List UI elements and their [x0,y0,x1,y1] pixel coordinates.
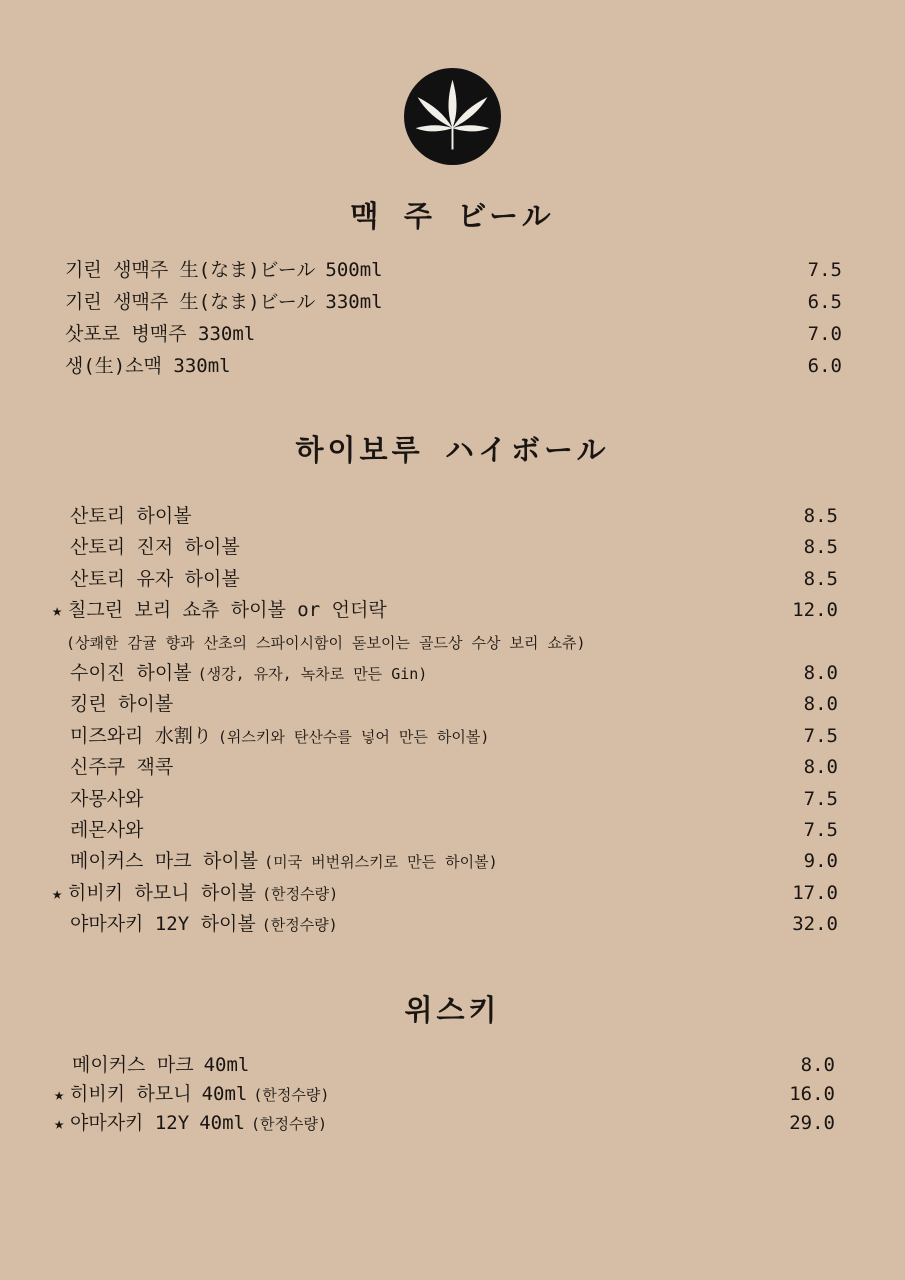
item-price: 6.5 [807,291,842,313]
menu-item [70,689,173,719]
item-name: 레몬사와 [70,819,144,841]
item-name: 산토리 하이볼 [70,505,192,527]
menu-item-note [66,627,586,657]
item-price: 16.0 [789,1083,835,1105]
item-price: 8.5 [803,505,838,527]
menu-item [52,878,339,908]
item-price: 29.0 [789,1112,835,1134]
item-description: (한정수량) [261,916,338,935]
menu-item [65,287,383,317]
menu-item [65,351,231,381]
menu-item [70,532,240,562]
menu-item [70,784,143,814]
item-name: 미즈와리 水割り [70,724,212,747]
item-name: 킹린 하이볼 [70,693,174,716]
item-price: 8.0 [803,693,838,716]
leaf-icon [404,68,501,165]
item-price: 7.5 [807,259,842,281]
item-name: 메이커스 마크 [72,1054,194,1076]
item-price: 17.0 [792,881,838,904]
menu-item [65,255,383,285]
item-name: 산토리 진저 하이볼 [70,536,240,559]
section-title: 위스키 [404,993,501,1027]
item-name: 히비키 하모니 [70,1083,192,1105]
star-icon: ★ [52,883,63,904]
item-price: 32.0 [792,913,838,936]
menu-item [70,909,338,939]
item-volume: 330ml [325,291,383,313]
item-name: 삿포로 병맥주 330ml [65,323,256,345]
menu-item [65,319,255,349]
item-price: 7.5 [803,724,838,747]
item-volume: 40ml [199,1112,245,1134]
item-name: 산토리 유자 하이볼 [70,567,240,590]
item-description: (한정수량) [250,1115,327,1133]
menu-item [70,658,427,688]
menu-item [70,721,489,751]
menu-item [54,1079,330,1109]
item-price: 7.0 [807,323,842,345]
star-icon: ★ [54,1085,65,1105]
item-name: 기린 생맥주 生(なま)ビール [65,291,316,313]
item-description: (한정수량) [253,1086,330,1104]
menu-item [54,1108,327,1138]
item-price: 8.0 [803,662,838,684]
item-name: 칠그린 보리 쇼츄 하이볼 or 언더락 [68,599,387,622]
item-price: 6.0 [807,355,842,377]
menu-item [72,1050,249,1080]
item-price: 12.0 [792,599,838,622]
item-description: (상쾌한 감귤 향과 산초의 스파이시함이 돋보이는 골드상 수상 보리 쇼츄) [66,633,586,652]
item-name: 자몽사와 [70,787,144,810]
menu-item [70,752,173,782]
item-description: (미국 버번위스키로 만든 하이볼) [264,853,498,872]
item-name: 야마자키 12Y [70,1112,190,1134]
item-price: 9.0 [803,850,838,873]
item-volume: 500ml [325,259,383,281]
item-description: (한정수량) [262,884,339,903]
item-price: 7.5 [803,787,838,810]
menu-item [52,595,387,625]
item-volume: 40ml [201,1083,248,1105]
item-price: 7.5 [803,819,838,841]
item-name: 야마자키 12Y 하이볼 [70,913,256,936]
item-price: 8.0 [803,756,838,779]
item-name: 히비키 하모니 하이볼 [68,881,257,904]
section-title: 맥 주 ビール [350,199,555,233]
item-description: (위스키와 탄산수를 넣어 만든 하이볼) [217,727,490,746]
menu-item [70,501,192,531]
star-icon: ★ [54,1114,65,1134]
item-name: 수이진 하이볼 [70,662,192,684]
item-price: 8.5 [803,536,838,559]
menu-item [70,815,143,845]
item-name: 메이커스 마크 하이볼 [70,850,259,873]
item-volume: 40ml [203,1054,250,1076]
cannabis-leaf-logo [404,68,501,165]
menu-item [70,846,498,876]
item-price: 8.5 [803,567,838,590]
item-name: 기린 생맥주 生(なま)ビール [65,259,316,281]
item-name: 신주쿠 잭콕 [70,756,174,779]
item-description: (생강, 유자, 녹차로 만든 Gin) [197,665,428,683]
section-title: 하이보루 ハイボール [295,433,610,467]
item-price: 8.0 [800,1054,835,1076]
item-name: 생(生)소맥 330ml [65,355,231,377]
menu-item [70,564,240,594]
star-icon: ★ [52,601,63,622]
